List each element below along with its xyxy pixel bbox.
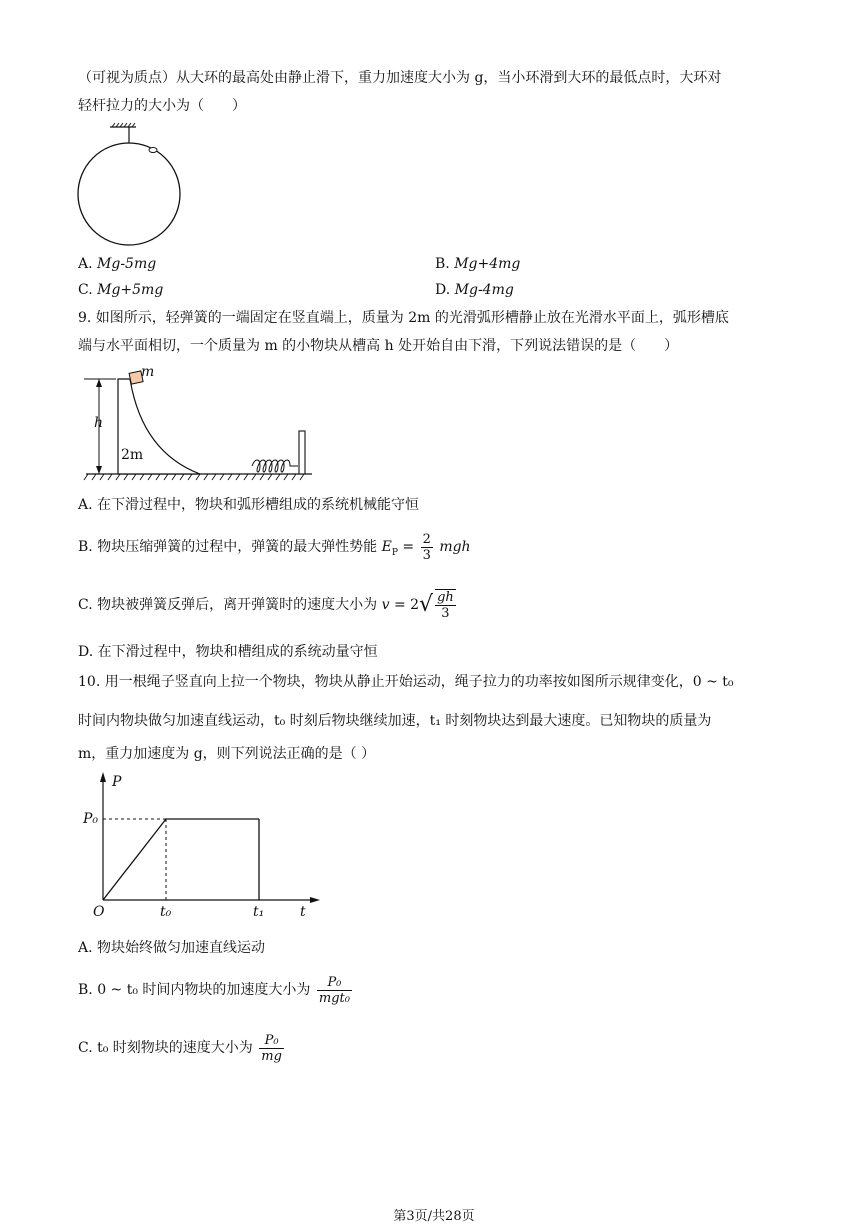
graph-p0-label: P₀ bbox=[83, 811, 99, 827]
q9-option-a: A. 在下滑过程中，物块和弧形槽组成的系统机械能守恒 bbox=[78, 497, 420, 513]
slope-mass-label: 2m bbox=[121, 447, 144, 463]
q8-line2: 轻杆拉力的大小为（ ） bbox=[78, 98, 246, 114]
q9-option-d: D. 在下滑过程中，物块和槽组成的系统动量守恒 bbox=[78, 644, 378, 660]
block-label: m bbox=[141, 364, 155, 380]
q9-option-b: B. 物块压缩弹簧的过程中，弹簧的最大弹性势能 $E_P$ = $\frac{2}{3}$ mgh bbox=[78, 531, 471, 563]
q8-option-a: A. Mg-5mg bbox=[78, 256, 157, 272]
graph-x-axis-label: t bbox=[300, 904, 306, 920]
graph-t1-label: t₁ bbox=[253, 904, 265, 920]
slope-spring-figure bbox=[80, 362, 320, 487]
q10-option-a: A. 物块始终做匀加速直线运动 bbox=[78, 940, 266, 956]
fraction-gh-over-3: $\frac{gh}{3}$ bbox=[437, 590, 454, 621]
q10-line3: m，重力加速度为 g，则下列说法正确的是（ ） bbox=[78, 746, 376, 762]
q8-line1: （可视为质点）从大环的最高处由静止滑下，重力加速度大小为 g，当小环滑到大环的最低点时，大环对 bbox=[78, 70, 722, 86]
q10-line1: 10. 用一根绳子竖直向上拉一个物块，物块从静止开始运动，绳子拉力的功率按如图所示规律变化，0 ~ t₀ bbox=[78, 674, 734, 690]
q8-option-d: D. Mg-4mg bbox=[435, 282, 514, 298]
ring-on-rod-figure bbox=[76, 122, 186, 247]
fraction-two-thirds: $\frac{2}{3}$ bbox=[422, 531, 431, 563]
q9-line1: 9. 如图所示，轻弹簧的一端固定在竖直端上，质量为 2m 的光滑弧形槽静止放在光滑水平面上，弧形槽底 bbox=[78, 310, 729, 326]
q8-option-b: B. Mg+4mg bbox=[435, 256, 521, 272]
height-label: h bbox=[94, 415, 104, 431]
q9-line2: 端与水平面相切，一个质量为 m 的小物块从槽高 h 处开始自由下滑，下列说法错误的是（ ） bbox=[78, 338, 679, 354]
power-time-graph bbox=[80, 770, 330, 920]
fraction-p0-over-mg: $\frac{\text{P₀}}{mg}$ bbox=[261, 1032, 282, 1064]
q10-line2: 时间内物块做匀加速直线运动，t₀ 时刻后物块继续加速，t₁ 时刻物块达到最大速度。已知物块的质量为 bbox=[78, 713, 712, 729]
graph-origin-label: O bbox=[93, 904, 105, 920]
q9-option-c: C. 物块被弹簧反弹后，离开弹簧时的速度大小为 v = 2√ $\frac{gh}{3}$ bbox=[78, 590, 454, 621]
graph-t0-label: t₀ bbox=[160, 904, 172, 920]
q10-option-c: C. t₀ 时刻物块的速度大小为 $\frac{\text{P₀}}{mg}$ bbox=[78, 1032, 282, 1064]
page-number: 第3页/共28页 bbox=[393, 1209, 475, 1224]
fraction-p0-over-mgt0: $\frac{\text{P₀}}{\text{mgt₀}}$ bbox=[318, 974, 350, 1006]
q8-option-c: C. Mg+5mg bbox=[78, 282, 164, 298]
q10-option-b: B. 0 ~ t₀ 时间内物块的加速度大小为 $\frac{\text{P₀}}{\text{mgt₀}}$ bbox=[78, 974, 350, 1006]
graph-y-axis-label: P bbox=[112, 774, 122, 790]
